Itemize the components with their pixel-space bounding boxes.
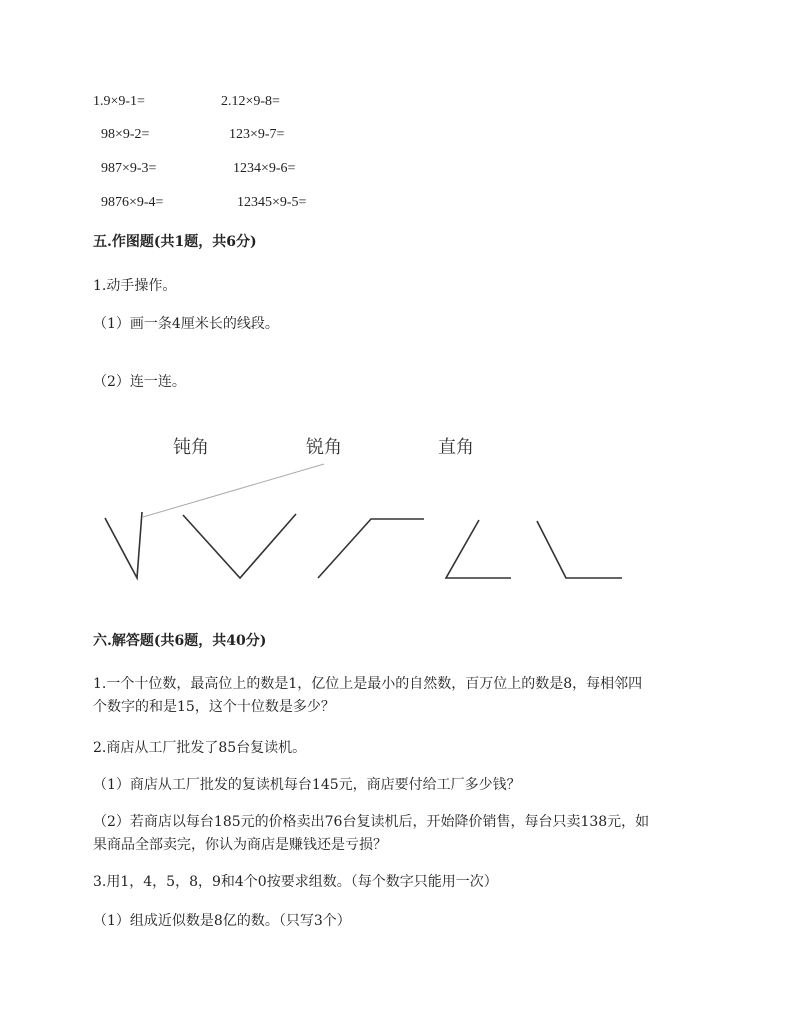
exercise-3-left: 987×9-3= [101, 161, 157, 176]
section-6-question-3: 3.用1，4，5，8，9和4个0按要求组数。（每个数字只能用一次） [93, 874, 498, 890]
section-6-question-1-line-2: 个数字的和是15，这个十位数是多少？ [93, 699, 335, 715]
section-6-heading: 六.解答题(共6题，共40分) [93, 633, 267, 649]
section-5-question-1: 1.动手操作。 [93, 278, 177, 294]
angle-figure-3 [318, 519, 424, 578]
section-6-question-1-line-1: 1.一个十位数，最高位上的数是1，亿位上是最小的自然数，百万位上的数是8，每相邻四 [93, 676, 643, 692]
exercise-1-left: 1.9×9-1= [93, 94, 145, 109]
angle-figure-4 [446, 520, 511, 578]
section-6-question-2-part-1: （1）商店从工厂批发的复读机每台145元，商店要付给工厂多少钱？ [93, 777, 521, 793]
angle-figure-5 [537, 521, 622, 578]
exercise-3-right: 1234×9-6= [233, 161, 296, 176]
exercise-1-right: 2.12×9-8= [221, 94, 280, 109]
section-6-question-2-part-2-line-2: 果商品全部卖完，你认为商店是赚钱还是亏损？ [93, 837, 387, 853]
exercise-2-right: 123×9-7= [229, 127, 285, 142]
section-5-heading: 五.作图题(共1题，共6分) [93, 234, 257, 250]
section-6-question-2: 2.商店从工厂批发了85台复读机。 [93, 740, 307, 756]
exercise-2-left: 98×9-2= [101, 127, 150, 142]
section-6-question-3-part-1: （1）组成近似数是8亿的数。（只写3个） [93, 913, 351, 929]
angle-figure-2 [183, 514, 296, 578]
section-6-question-2-part-2-line-1: （2）若商店以每台185元的价格卖出76台复读机后，开始降价销售，每台只卖138元，如 [93, 814, 650, 830]
angle-figure-1 [105, 512, 142, 578]
exercise-4-left: 9876×9-4= [101, 195, 164, 210]
label-acute-angle: 锐角 [306, 437, 342, 458]
connecting-line [143, 464, 324, 517]
label-right-angle: 直角 [438, 437, 474, 458]
exercise-4-right: 12345×9-5= [237, 195, 307, 210]
section-5-question-1-part-2: （2）连一连。 [93, 374, 186, 390]
section-5-question-1-part-1: （1）画一条4厘米长的线段。 [93, 316, 279, 332]
label-obtuse-angle: 钝角 [173, 437, 209, 458]
